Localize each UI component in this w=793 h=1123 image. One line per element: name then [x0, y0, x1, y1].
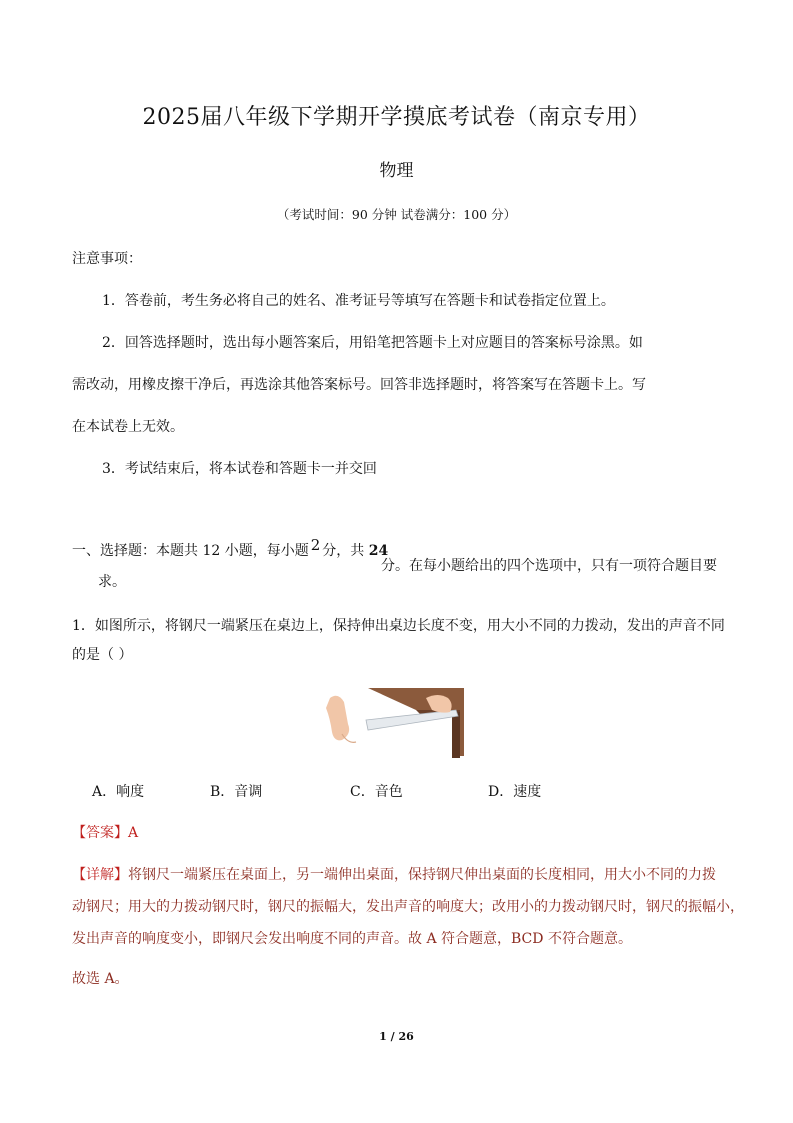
section-1-total: 24 [368, 543, 389, 559]
note-item-2-line-1: 2．回答选择题时，选出每小题答案后，用铅笔把答题卡上对应题目的答案标号涂黑。如 [102, 335, 643, 351]
option-d: D．速度 [488, 784, 542, 800]
section-1-prefix: 一、选择题：本题共 12 小题，每小题 [72, 543, 309, 559]
note-item-3: 3．考试结束后，将本试卷和答题卡一并交回 [102, 461, 377, 477]
question-1-stem-line-2: 的是（ ） [72, 647, 133, 663]
detail-line-1 [72, 864, 716, 884]
answer-value: A [128, 825, 139, 841]
table-leg [452, 712, 460, 758]
page-number: 1 / 26 [379, 1030, 414, 1043]
note-item-1: 1．答卷前，考生务必将自己的姓名、准考证号等填写在答题卡和试卷指定位置上。 [102, 293, 615, 309]
note-item-2-line-2: 需改动，用橡皮擦干净后，再选涂其他答案标号。回答非选择题时，将答案写在答题卡上。写 [72, 377, 646, 393]
detail-label: 【详解】 [72, 867, 128, 883]
exam-info: （考试时间：90 分钟 试卷满分：100 分） [276, 207, 517, 222]
detail-line-2: 动钢尺；用大的力拨动钢尺时，钢尺的振幅大，发出声音的响度大；改用小的力拨动钢尺时，钢尺的振幅小， [72, 899, 744, 915]
section-1-mid: 分，共 [322, 543, 365, 559]
note-item-2-line-3: 在本试卷上无效。 [72, 419, 184, 435]
answer-label: 【答案】 [72, 825, 128, 841]
option-b: B．音调 [210, 784, 263, 800]
detail-text-1: 将钢尺一端紧压在桌面上，另一端伸出桌面，保持钢尺伸出桌面的长度相同，用大小不同的力拨 [128, 867, 716, 883]
subject-title: 物理 [379, 161, 414, 181]
detail-line-3: 发出声音的响度变小，即钢尺会发出响度不同的声音。故 A 符合题意，BCD 不符合题意。 [72, 931, 632, 947]
notes-heading: 注意事项： [72, 251, 142, 267]
section-1-points-each: 2 [310, 536, 321, 554]
conclusion: 故选 A。 [72, 971, 129, 987]
steel-ruler [366, 710, 458, 730]
ruler-on-table-illustration [326, 684, 466, 760]
option-a: A．响度 [92, 784, 145, 800]
exam-title: 2025届八年级下学期开学摸底考试卷（南京专用） [142, 105, 651, 130]
section-1-line-2: 求。 [98, 574, 126, 590]
section-1-suffix: 分。在每小题给出的四个选项中，只有一项符合题目要 [381, 558, 717, 574]
question-1-stem-line-1: 1．如图所示，将钢尺一端紧压在桌边上，保持伸出桌边长度不变，用大小不同的力拨动，发出的声音不同 [72, 618, 725, 634]
option-c: C．音色 [350, 784, 403, 800]
plucking-finger [326, 696, 349, 741]
section-1-heading [72, 536, 389, 560]
answer-line [72, 822, 138, 842]
